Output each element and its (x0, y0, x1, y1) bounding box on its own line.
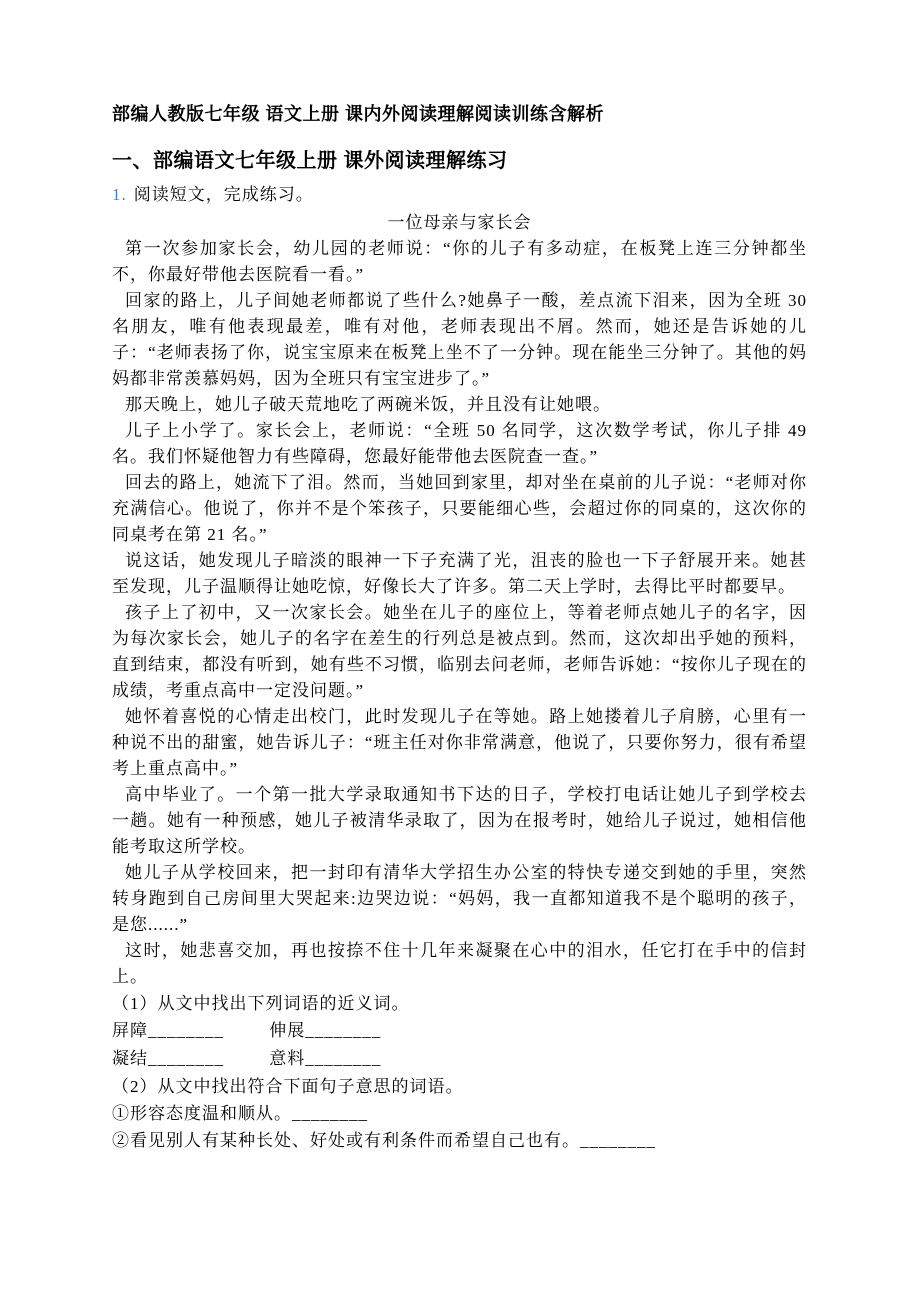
passage-title: 一位母亲与家长会 (387, 213, 532, 232)
synonym-row-1 (112, 1017, 807, 1045)
passage-paragraph-11: 这时，她悲喜交加，再也按捺不住十几年来凝聚在心中的泪水，任它打在手中的信封上。 (112, 941, 807, 986)
exercise-1-intro (112, 182, 807, 208)
questions-section (112, 990, 807, 1154)
synonym-row-2 (112, 1045, 807, 1073)
passage-paragraph-2: 回家的路上，儿子间她老师都说了些什么?她鼻子一酸，差点流下泪来，因为全班 30 名朋友，唯有他表现最差，唯有对他，老师表现出不屑。然而，她还是告诉她的儿子：“老师表扬了你，说宝宝原来在板凳上坐不了一分钟。现在能坐三分钟了。其他的妈妈都非常羡慕妈妈，因为全班只有宝宝进步了。” (112, 291, 807, 388)
passage-paragraph-6: 说这话，她发现儿子暗淡的眼神一下子充满了光，沮丧的脸也一下子舒展开来。她甚至发现，儿子温顺得让她吃惊，好像长大了许多。第二天上学时，去得比平时都要早。 (112, 551, 807, 596)
passage-paragraph-7: 孩子上了初中，又一次家长会。她坐在儿子的座位上，等着老师点她儿子的名字，因为每次家长会，她儿子的名字在差生的行列总是被点到。然而，这次却出乎她的预料，直到结束，都没有听到，她有些不习惯，临别去问老师，老师告诉她：“按你儿子现在的成绩，考重点高中一定没问题。” (112, 603, 807, 700)
passage-paragraph-8: 她怀着喜悦的心情走出校门，此时发现儿子在等她。路上她搂着儿子肩膀，心里有一种说不出的甜蜜，她告诉儿子：“班主任对你非常满意，他说了，只要你努力，很有希望考上重点高中。” (112, 707, 807, 778)
sub-question-2-item-1: ①形容态度温和顺从。________ (112, 1104, 368, 1123)
synonym-blank-pingzhang: 屏障________ (112, 1021, 224, 1040)
passage-paragraph-5: 回去的路上，她流下了泪。然而，当她回到家里，却对坐在桌前的儿子说：“老师对你充满信心。他说了，你并不是个笨孩子，只要能细心些，会超过你的同桌的，这次你的同桌考在第 21 名。” (112, 473, 807, 544)
sub-question-1-label: （1） (112, 994, 158, 1013)
section-heading: 一、部编语文七年级上册 课外阅读理解练习 (112, 150, 508, 172)
exercise-number: 1. (112, 185, 127, 204)
synonym-blank-shenzhan: 伸展________ (269, 1021, 382, 1040)
passage-paragraph-1: 第一次参加家长会，幼儿园的老师说：“你的儿子有多动症，在板凳上连三分钟都坐不，你最好带他去医院看一看。” (112, 239, 807, 284)
sub-question-1-text: 从文中找出下列词语的近义词。 (157, 994, 410, 1013)
sub-question-2-label: （2） (112, 1077, 158, 1096)
passage-paragraph-10: 她儿子从学校回来，把一封印有清华大学招生办公室的特快专递交到她的手里，突然转身跑到自己房间里大哭起来:边哭边说：“妈妈，我一直都知道我不是个聪明的孩子，是您......” (112, 863, 807, 934)
exercise-intro-text: 阅读短文，完成练习。 (133, 185, 314, 204)
sub-question-2-item-2: ②看见别人有某种长处、好处或有利条件而希望自己也有。________ (112, 1131, 656, 1150)
passage-paragraph-4: 儿子上小学了。家长会上，老师说：“全班 50 名同学，这次数学考试，你儿子排 49 名。我们怀疑他智力有些障碍，您最好能带他去医院查一查。” (112, 421, 807, 466)
synonym-blank-yiliao: 意料________ (269, 1049, 382, 1068)
document-title: 部编人教版七年级 语文上册 课内外阅读理解阅读训练含解析 (112, 104, 604, 124)
passage-paragraph-9: 高中毕业了。一个第一批大学录取通知书下达的日子，学校打电话让她儿子到学校去一趟。她有一种预感，她儿子被清华录取了，因为在报考时，她给儿子说过，她相信他能考取这所学校。 (112, 785, 807, 856)
sub-question-1 (112, 990, 807, 1017)
passage-body (112, 236, 807, 990)
synonym-blank-ningjie: 凝结________ (112, 1049, 224, 1068)
sub-question-2-text: 从文中找出符合下面句子意思的词语。 (157, 1077, 464, 1096)
passage-paragraph-3: 那天晚上，她儿子破天荒地吃了两碗米饭，并且没有让她喂。 (125, 395, 611, 414)
sub-question-2 (112, 1073, 807, 1100)
